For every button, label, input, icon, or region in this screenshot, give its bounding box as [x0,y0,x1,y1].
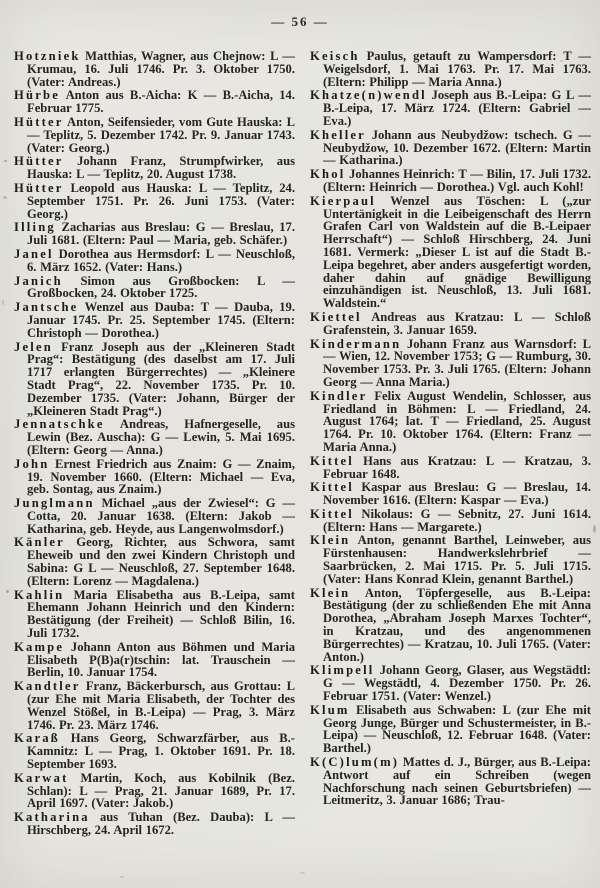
entry-surname: Hütter [14,180,64,195]
entry-text: Matthias, Wagner, aus Chejnow: L — Krumau, 16. Juli 1746. Pr. 3. Oktober 1750. (Vater: Andreas.) [27,49,295,89]
register-entry [14,641,295,679]
entry-surname: Kandtler [14,679,81,694]
entry-surname: Kittel [310,506,354,521]
entry-surname: Jantsche [14,300,79,315]
entry-text: Mattes d. J., Bürger, aus B.-Leipa: Antwort auf ein Schreiben (wegen Nachforschung nach seinen Geburtsbriefen) — Leitmeritz, 3. Januar 1686; Trau- [323,755,591,808]
entry-surname: K(C)lum(m) [310,755,400,770]
entry-surname: Klein [310,585,351,600]
entry-surname: Junglmann [14,496,95,511]
entry-surname: Jennatschke [14,417,105,432]
entry-surname: Kierpaul [310,193,376,208]
register-entry [310,756,591,807]
register-entry [14,680,295,731]
entry-text: Johann Georg, Glaser, aus Wegstädtl: G — Wegstädtl, 4. Dezember 1750. Pr. 26. Februar 1751. (Vater: Wenzel.) [323,663,591,704]
entry-surname: Kindermann [310,336,402,351]
scan-speckle [120,876,124,878]
entry-text: Ernest Friedrich aus Znaim: G — Znaim, 19. November 1660. (Eltern: Michael — Eva, geb. Sontag, aus Znaim.) [27,456,295,497]
entry-text: aus Tuhan (Bez. Dauba): L — Hirschberg, 24. April 1672. [27,810,295,838]
entry-surname: Kittel [310,480,354,495]
entry-surname: Klimpell [310,663,375,678]
scan-speckle [2,300,4,305]
scan-speckle [300,872,305,874]
entry-surname: Kahlin [14,587,65,602]
entry-text: Michael „aus der Zwiesel“: G — Cotta, 20. Januar 1638. (Eltern: Jakob — Katharina, geb. Heyde, aus Langenwolmsdorf.) [27,496,295,536]
entry-text: Johann aus Neubydžow: tschech. G — Neubydžow, 10. Dezember 1672. (Eltern: Martin — Katharina.) [323,127,591,168]
entry-surname: Khol [310,167,346,182]
entry-surname: Kampe [14,639,65,654]
entry-text: Johann Franz, Strumpfwirker, aus Hauska: L — Teplitz, 20. August 1738. [27,154,295,182]
register-entry [14,732,295,770]
scan-speckle [4,160,7,162]
register-entry [310,481,591,507]
register-entry [310,311,591,337]
entry-text: Franz, Bäckerbursch, aus Grottau: L (zur Ehe mit Maria Elisabeth, der Tochter des Wenzel Stößel, in B.-Leipa) — Prag, 3. März 1746. Pr. 23. März 1746. [27,679,295,732]
register-entry [14,811,295,837]
scan-speckle [3,196,7,199]
entry-text: Johann Anton aus Böhmen und Maria Elisabeth P(B)a(r)tschin: lat. Trauschein — Berlin, 10. Januar 1754. [27,639,295,680]
left-column [14,50,295,838]
entry-text: Hans aus Kratzau: L — Kratzau, 3. Februar 1648. [323,453,591,481]
entry-surname: Klein [310,533,351,548]
entry-text: Anton, Seifensieder, vom Gute Hauska: L — Teplitz, 5. Dezember 1742. Pr. 9. Januar 1743. (Vater: Georg.) [27,114,295,155]
entry-text: Dorothea aus Hermsdorf: L — Neuschloß, 6. März 1652. (Vater: Hans.) [27,246,295,274]
register-entry [310,168,591,194]
register-entry [14,221,295,247]
register-entry [310,50,591,88]
entry-text: Zacharias aus Breslau: G — Breslau, 17. Juli 1681. (Eltern: Paul — Maria, geb. Schäfer.) [27,220,295,248]
entry-text: Joseph aus B.-Leipa: G L — B.-Leipa, 17. März 1724. (Eltern: Gabriel — Eva.) [323,88,591,128]
register-entry [310,89,591,127]
entry-text: Paulus, getauft zu Wampersdorf: T — Weigelsdorf, 1. Mai 1763. Pr. 17. Mai 1763. (Eltern: Philipp — Maria Anna.) [323,49,591,89]
register-entry [14,50,295,88]
entry-text: Anton, genannt Barthel, Leinweber, aus Fürstenhausen: Handwerkslehrbrief — Saarbrücken, 2. Mai 1715. Pr. 5. Juli 1715. (Vater: Hans Konrad Klein, genannt Barthel.) [323,533,591,586]
entry-surname: Jelen [14,339,53,354]
register-entry [14,301,295,339]
entry-surname: Hütter [14,114,64,129]
register-entry [310,455,591,481]
register-entry [14,89,295,115]
scan-speckle [593,525,596,533]
register-entry [310,195,591,310]
entry-surname: Kheller [310,127,366,142]
entry-surname: Klum [310,702,350,717]
entry-surname: Kindler [310,388,368,403]
entry-text: Martin, Koch, aus Kobilnik (Bez. Schlan): L — Prag, 21. Januar 1689, Pr. 17. April 1697. (Vater: Jakob.) [27,770,295,811]
entry-surname: Känler [14,535,65,550]
entry-text: Johann Franz aus Warnsdorf: L — Wien, 12. November 1753; G — Rumburg, 30. November 1753. Pr. 3. Juli 1765. (Eltern: Johann Georg — Anna Maria.) [323,336,591,389]
register-entry [310,704,591,755]
entry-surname: Khatze(n)wendl [310,88,427,103]
register-entry [14,182,295,220]
register-entry [310,534,591,585]
entry-surname: Katharina [14,810,90,825]
register-entry [14,589,295,640]
entry-text: Johannes Heinrich: T — Bilin, 17. Juli 1732. (Eltern: Heinrich — Dorothea.) Vgl. auch Kohl! [323,167,591,194]
entry-text: Anton, Töpfergeselle, aus B.-Leipa: Bestätigung (der zu schließenden Ehe mit Anna Dorothea, „Abraham Joseph Marxes Tochter“, in Kratzau, und des angenommenen Bürgerrechtes) — Kratzau, 10. Juli 1765. (Vater: Anton.) [323,585,591,664]
entry-surname: John [14,456,50,471]
register-entry [14,772,295,810]
register-entry [14,341,295,418]
entry-surname: Keisch [310,49,360,63]
register-entry [14,458,295,496]
scan-speckle [6,590,9,593]
register-entry [310,508,591,534]
register-entry [310,587,591,664]
entry-text: Hans Georg, Schwarzfärber, aus B.-Kamnitz: L — Prag, 1. Oktober 1691. Pr. 18. September 1693. [27,731,295,772]
entry-surname: Karwat [14,770,69,785]
entry-text: Elisabeth aus Schwaben: L (zur Ehe mit Georg Junge, Bürger und Schustermeister, in B.-Leipa) — Neuschloß, 12. Februar 1648. (Vater: Barthel.) [323,702,591,756]
entry-surname: Hotzniek [14,49,81,63]
entry-surname: Janel [14,246,54,261]
entry-surname: Kittel [310,453,354,468]
text-columns [14,50,592,838]
scan-speckle [560,60,563,62]
register-entry [14,116,295,154]
entry-text: Franz Joseph aus der „Kleineren Stadt Prag“: Bestätigung (des daselbst am 17. Juli 1717 erlangten Bürgerrechtes) — „Kleinere Stadt Prag“, 22. November 1735. Pr. 10. Dezember 1735. (Vater: Johann, Bürger der „Kleineren Stadt Prag“.) [27,339,295,418]
register-entry [310,338,591,389]
entry-text: Wenzel aus Dauba: T — Dauba, 19. Januar 1745. Pr. 25. September 1745. (Eltern: Christoph — Dorothea.) [27,300,295,340]
register-entry [310,664,591,702]
entry-text: Kaspar aus Breslau: G — Breslau, 14. November 1616. (Eltern: Kaspar — Eva.) [323,480,591,508]
register-entry [14,536,295,587]
register-entry [310,129,591,167]
page-number: — 56 — [271,14,329,29]
entry-surname: Kiettel [310,309,362,324]
entry-surname: Karaß [14,731,60,746]
entry-surname: Hütter [14,154,64,169]
register-entry [14,418,295,456]
entry-text: Maria Elisabetha aus B.-Leipa, samt Ehemann Johann Heinrich und den Kindern: Bestätigung (der Freiheit) — Schloß Bilin, 16. Juli 1732. [27,587,295,641]
register-entry [14,275,295,301]
entry-text: Felix August Wendelin, Schlosser, aus Friedland in Böhmen: L — Friedland, 24. August 1764; lat. T — Friedland, 25. August 1764. Pr. 10. Oktober 1764. (Eltern: Franz — Maria Anna.) [323,388,591,454]
register-entry [14,497,295,535]
register-entry [14,248,295,274]
entry-text: Simon aus Großbocken: L — Großbocken, 24. Oktober 1725. [27,273,295,301]
entry-text: Georg, Richter, aus Schwora, samt Eheweib und den zwei Kindern Christoph und Sabina: G L — Neuschloß, 27. September 1648. (Eltern: Lorenz — Magdalena.) [27,535,295,588]
register-entry [310,390,591,454]
entry-text: Leopold aus Hauska: L — Teplitz, 24. September 1751. Pr. 26. Juni 1753. (Vater: Georg.) [27,180,295,221]
entry-text: Anton aus B.-Aicha: K — B.-Aicha, 14. Februar 1775. [27,88,295,116]
register-entry [14,155,295,181]
entry-surname: Illing [14,220,56,235]
entry-surname: Hürbe [14,88,60,103]
entry-surname: Janich [14,273,63,288]
entry-text: Andreas, Hafnergeselle, aus Lewin (Bez. Auscha): G — Lewin, 5. Mai 1695. (Eltern: Georg — Anna.) [27,417,295,457]
entry-text: Wenzel aus Töschen: L („zur Untertänigkeit in die Leibeigenschaft des Herrn Grafen Carl von Waldstein auf die B.-Leipaer Herrschaft“) — Schloß Hirschberg, 24. Juni 1681. Vermerk: „Dieser L ist auf die Stadt B.-Leipa begehret, aber anders ausgefertigt worden, daher dahin auf gnädige Bewilligung einzuhändigen ist. Neuschloß, 13. Juli 1681. Waldstein.“ [323,193,591,311]
entry-text: Nikolaus: G — Sebnitz, 27. Juni 1614. (Eltern: Hans — Margarete.) [323,506,591,534]
entry-text: Andreas aus Kratzau: L — Schloß Grafenstein, 3. Januar 1659. [323,309,591,337]
right-column [310,50,591,838]
